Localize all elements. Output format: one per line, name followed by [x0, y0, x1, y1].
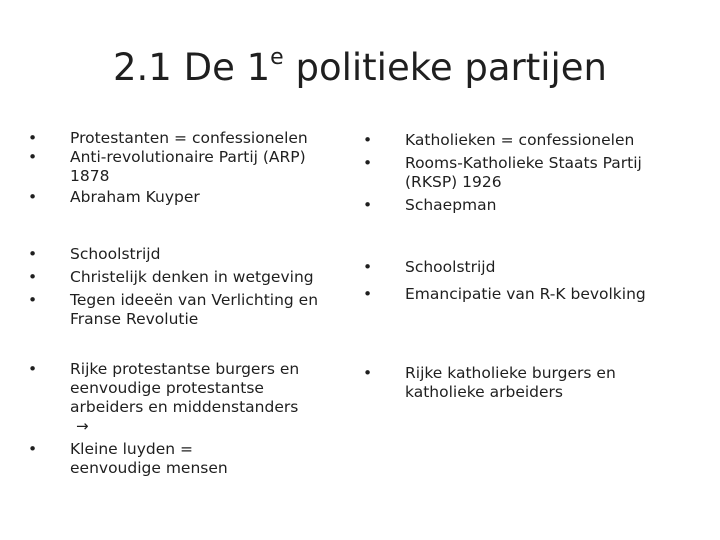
list-item: • Rijke katholieke burgers en katholieke arbeiders	[363, 364, 691, 402]
list-item: • Christelijk denken in wetgeving	[28, 268, 348, 287]
left-group-1	[28, 129, 348, 207]
arrow-right-icon: →	[76, 417, 89, 435]
list-item: • Kleine luyden = eenvoudige mensen	[28, 440, 348, 478]
list-item: • Schaepman	[363, 196, 691, 215]
list-item: • Schoolstrijd	[28, 245, 348, 264]
left-group-3	[28, 360, 348, 478]
list-item: • Emancipatie van R-K bevolking	[363, 285, 691, 304]
right-group-2	[363, 258, 691, 304]
title-superscript: e	[270, 45, 284, 70]
list-item: • Abraham Kuyper	[28, 188, 348, 207]
right-group-3	[363, 364, 691, 402]
title-rest: politieke partijen	[283, 46, 607, 89]
list-item: • Protestanten = confessionelen	[28, 129, 348, 148]
title-main: 2.1 De 1	[113, 46, 271, 89]
left-group-2	[28, 245, 348, 329]
list-item-text: Rijke protestantse burgers en eenvoudige protestantse arbeiders en middenstanders	[70, 360, 300, 416]
list-item	[28, 360, 348, 436]
list-item: • Tegen ideeën van Verlichting en Franse Revolutie	[28, 291, 348, 329]
list-item: • Katholieken = confessionelen	[363, 131, 691, 150]
list-item: • Rooms-Katholieke Staats Partij (RKSP) 1926	[363, 154, 691, 192]
right-group-1	[363, 131, 691, 215]
list-item: • Anti-revolutionaire Partij (ARP) 1878	[28, 148, 348, 186]
list-item: • Schoolstrijd	[363, 258, 691, 277]
slide-title	[0, 40, 720, 96]
